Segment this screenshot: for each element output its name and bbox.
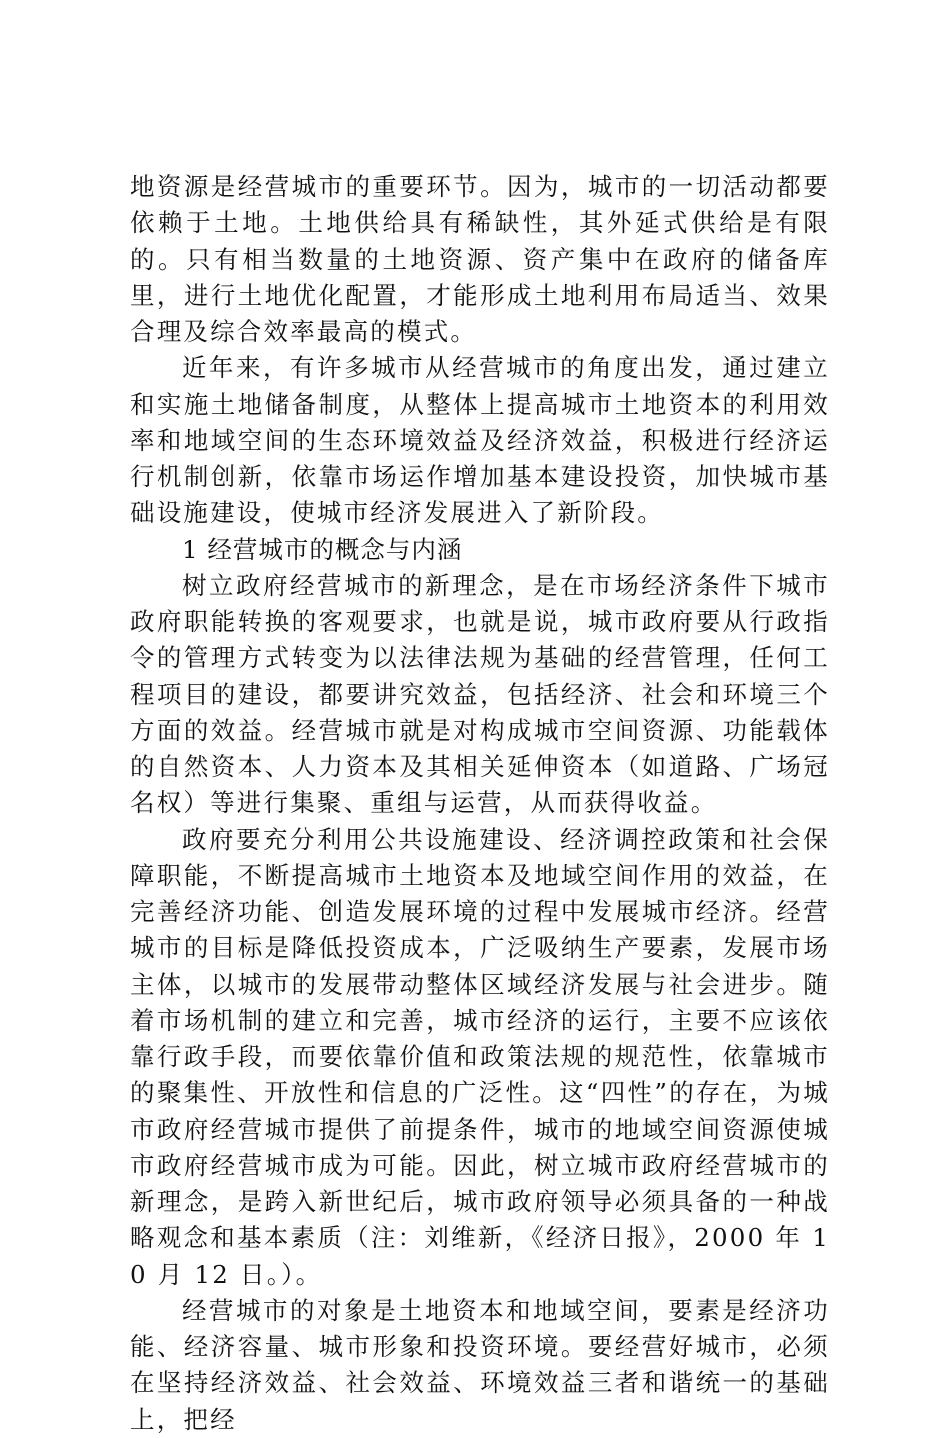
- section-heading-concept: 1 经营城市的概念与内涵: [182, 534, 463, 564]
- paragraph-new-concept: 树立政府经营城市的新理念，是在市场经济条件下城市政府职能转换的客观要求，也就是说，城市政府要从行政指令的管理方式转变为以法律法规为基础的经营管理，任何工程项目的建设，都要讲究效益，包括经济、社会和环境三个方面的效益。经营城市就是对构成城市空间资源、功能载体的自然资本、人力资本及其相关延伸资本（如道路、广场冠名权）等进行集聚、重组与运营，从而获得收益。: [130, 570, 830, 818]
- paragraph-government-role: 政府要充分利用公共设施建设、经济调控政策和社会保障职能，不断提高城市土地资本及地域空间作用的效益，在完善经济功能、创造发展环境的过程中发展城市经济。经营城市的目标是降低投资成本，广泛吸纳生产要素，发展市场主体，以城市的发展带动整体区域经济发展与社会进步。随着市场机制的建立和完善，城市经济的运行，主要不应该依靠行政手段，而要依靠价值和政策法规的规范性，依靠城市的聚集性、开放性和信息的广泛性。这“四性”的存在，为城市政府经营城市提供了前提条件，城市的地域空间资源使城市政府经营城市成为可能。因此，树立城市政府经营城市的新理念，是跨入新世纪后，城市政府领导必须具备的一种战略观念和基本素质（注：刘维新，《经济日报》，2000 年 10 月 12 日。）。: [130, 824, 830, 1289]
- paragraph-land-resources: 地资源是经营城市的重要环节。因为，城市的一切活动都要依赖于土地。土地供给具有稀缺性，其外延式供给是有限的。只有相当数量的土地资源、资产集中在政府的储备库里，进行土地优化配置，才能形成土地利用布局适当、效果合理及综合效率最高的模式。: [130, 172, 830, 346]
- document-body: [130, 169, 830, 1438]
- paragraph-recent-years: 近年来，有许多城市从经营城市的角度出发，通过建立和实施土地储备制度，从整体上提高城市土地资本的利用效率和地域空间的生态环境效益及经济效益，积极进行经济运行机制创新，依靠市场运作增加基本建设投资，加快城市基础设施建设，使城市经济发展进入了新阶段。: [130, 353, 830, 528]
- paragraph-objects-elements: 经营城市的对象是土地资本和地域空间，要素是经济功能、经济容量、城市形象和投资环境。要经营好城市，必须在坚持经济效益、社会效益、环境效益三者和谐统一的基础上，把经: [130, 1295, 830, 1434]
